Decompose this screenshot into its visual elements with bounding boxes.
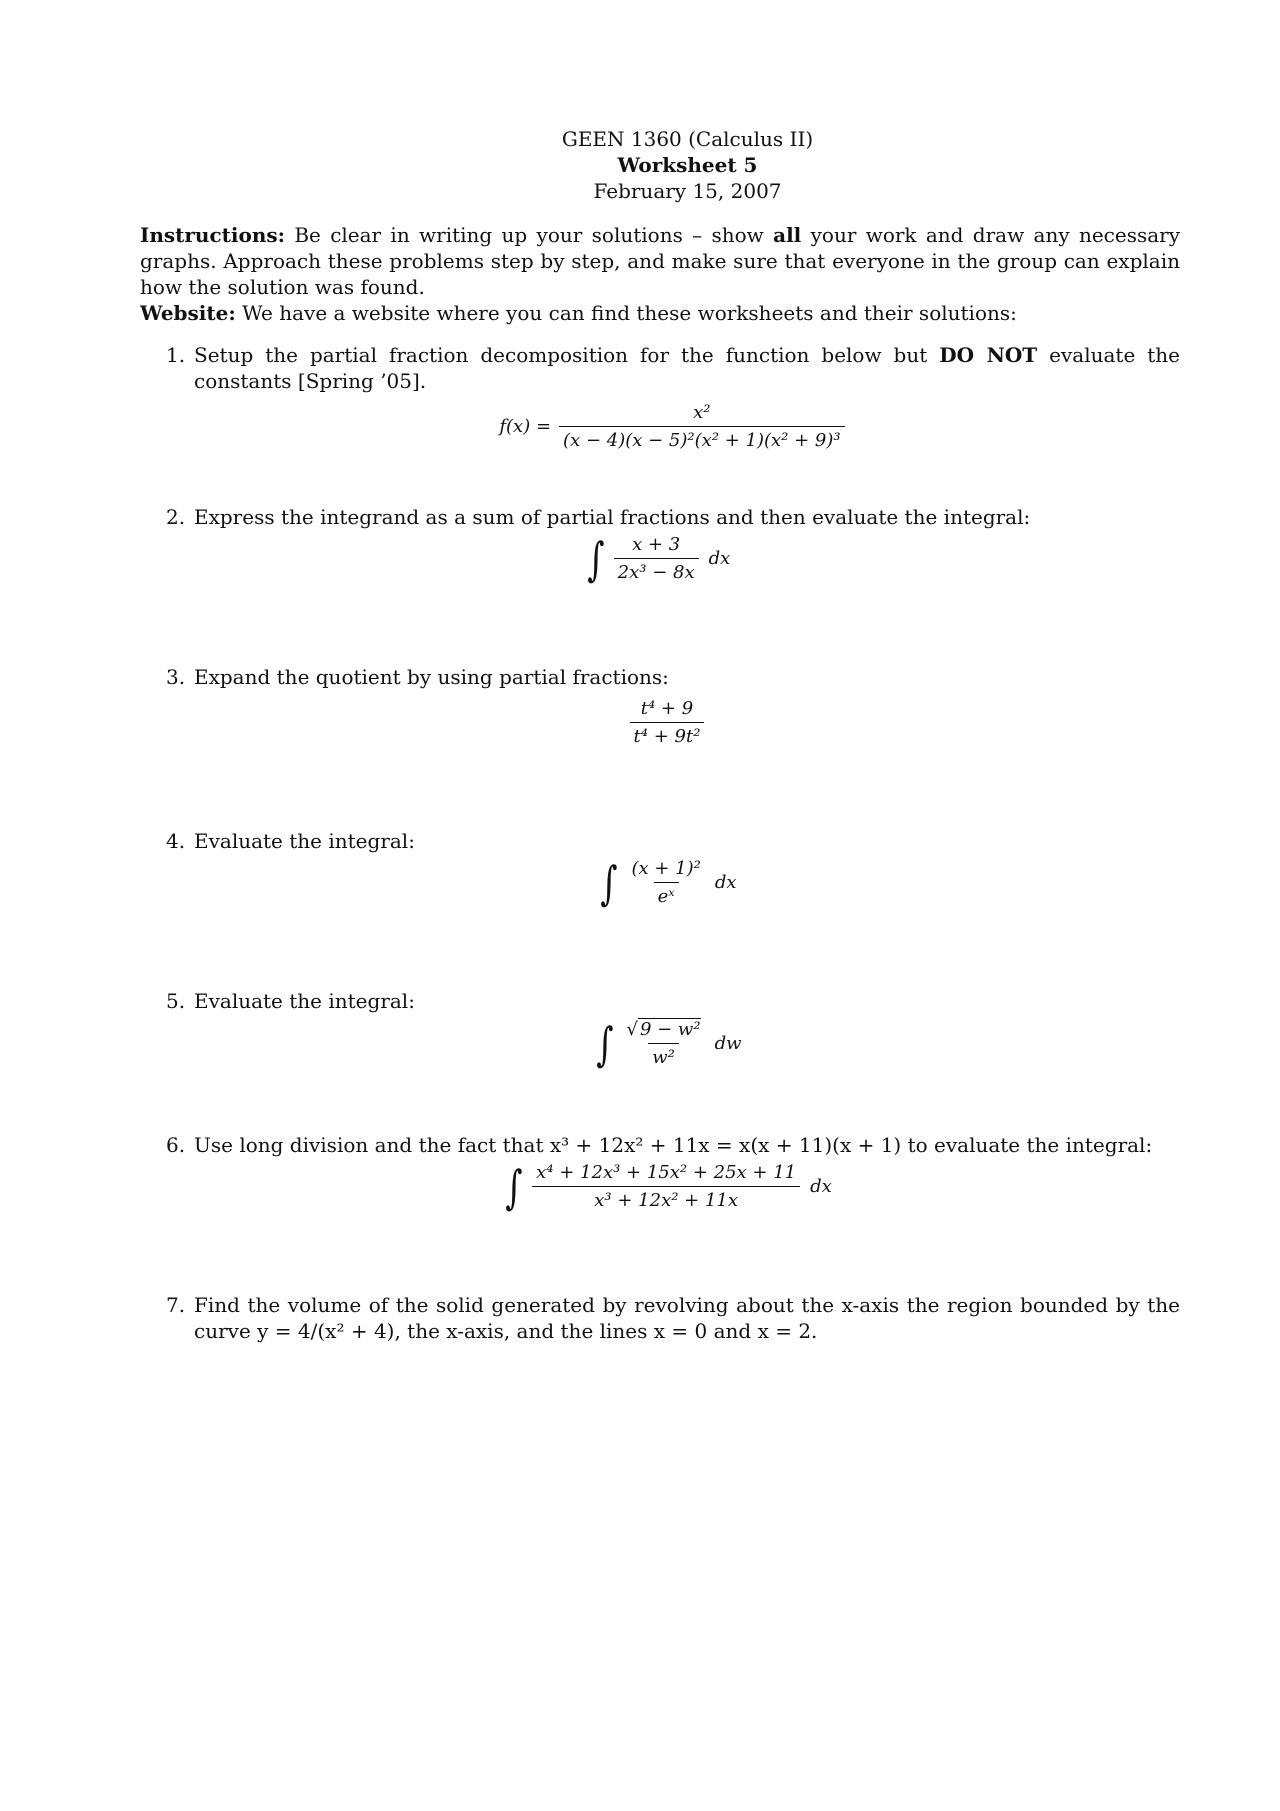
problem-formula xyxy=(154,698,1180,748)
fraction-denominator: w² xyxy=(648,1043,679,1069)
fraction-denominator: t⁴ + 9t² xyxy=(630,722,705,748)
course-title: GEEN 1360 (Calculus II) xyxy=(561,127,814,151)
sqrt-icon: √ xyxy=(626,1019,638,1040)
fraction-numerator-radical xyxy=(622,1018,704,1043)
problem-number: 5. xyxy=(166,989,186,1013)
fraction xyxy=(622,1018,704,1069)
fraction xyxy=(614,534,699,584)
problem-text xyxy=(194,342,1180,394)
differential: dx xyxy=(810,1176,832,1197)
problem-text: Evaluate the integral: xyxy=(194,829,415,853)
problem-text: Expand the quotient by using partial fractions: xyxy=(194,665,669,689)
worksheet-title: Worksheet 5 xyxy=(617,153,758,177)
integral-sign: ∫ xyxy=(587,532,605,586)
problem-5 xyxy=(140,988,1180,1132)
fraction-numerator: x⁴ + 12x³ + 15x² + 25x + 11 xyxy=(536,1162,797,1183)
problem-number: 2. xyxy=(166,505,186,529)
fraction-numerator: (x + 1)² xyxy=(631,858,701,879)
website-text: We have a website where you can find these worksheets and their solutions: xyxy=(242,301,1017,325)
problem-number: 4. xyxy=(166,829,186,853)
problem-formula xyxy=(164,402,1180,452)
problem-text: Find the volume of the solid generated by revolving about the x-axis the region bounded by the curve y = 4/(x² + 4), the x-axis, and the lines x = 0 and x = 2. xyxy=(194,1293,1180,1343)
fraction xyxy=(630,698,705,748)
fraction-numerator: t⁴ + 9 xyxy=(640,698,694,719)
function-lhs: f(x) = xyxy=(499,416,552,437)
problem-formula xyxy=(134,534,1180,584)
fraction xyxy=(532,1162,800,1212)
fraction-numerator: x + 3 xyxy=(632,534,681,555)
problem-3 xyxy=(140,664,1180,828)
fraction-denominator: (x − 4)(x − 5)²(x² + 1)(x² + 9)³ xyxy=(559,426,845,452)
differential: dw xyxy=(714,1032,742,1054)
problem-text: Evaluate the integral: xyxy=(194,989,415,1013)
problem-formula xyxy=(154,858,1180,908)
problem-formula xyxy=(154,1018,1180,1069)
problem-list xyxy=(140,342,1180,1344)
problem-2 xyxy=(140,504,1180,664)
problem-text-2: evaluate the constants [Spring ’05]. xyxy=(194,343,1180,393)
problem-number: 7. xyxy=(166,1293,186,1317)
problem-text-1: Setup the partial fraction decomposition for the function below but xyxy=(194,343,928,367)
fraction-denominator: 2x³ − 8x xyxy=(614,558,699,584)
instructions-text-2: your work and draw any necessary graphs. Approach these problems step by step, and make sure that everyone in the group can explain how the solution was found. xyxy=(140,223,1181,299)
instructions-paragraph xyxy=(140,222,1180,300)
website-label: Website: xyxy=(140,301,236,325)
problem-4 xyxy=(140,828,1180,966)
differential: dx xyxy=(714,872,737,893)
instructions-emphasis: all xyxy=(773,223,802,247)
fraction-numerator: x² xyxy=(693,402,711,423)
integral-sign: ∫ xyxy=(595,1016,614,1071)
radicand: 9 − w² xyxy=(639,1019,701,1040)
worksheet-page xyxy=(140,126,1180,1344)
problem-number: 3. xyxy=(166,665,186,689)
fraction-denominator: x³ + 12x² + 11x xyxy=(532,1186,800,1212)
fraction xyxy=(627,858,704,908)
fraction xyxy=(559,402,845,452)
problem-number: 1. xyxy=(166,343,186,367)
problem-1 xyxy=(140,342,1180,482)
differential: dx xyxy=(708,548,731,569)
problem-number: 6. xyxy=(166,1133,186,1157)
instructions-text-1: Be clear in writing up your solutions – show xyxy=(294,223,764,247)
integral-sign: ∫ xyxy=(600,856,619,910)
problem-text: Express the integrand as a sum of partial fractions and then evaluate the integral: xyxy=(194,505,1031,529)
worksheet-date: February 15, 2007 xyxy=(593,179,782,203)
integral-sign: ∫ xyxy=(505,1160,523,1214)
website-paragraph xyxy=(140,300,1180,326)
worksheet-header xyxy=(195,126,1180,204)
problem-7 xyxy=(140,1292,1180,1344)
problem-text: Use long division and the fact that x³ + 12x² + 11x = x(x + 11)(x + 1) to evaluate the integral: xyxy=(194,1133,1153,1157)
problem-emphasis: DO NOT xyxy=(939,343,1038,367)
instructions-label: Instructions: xyxy=(140,223,286,247)
problem-formula xyxy=(154,1162,1180,1212)
problem-6 xyxy=(140,1132,1180,1292)
fraction-denominator: eˣ xyxy=(654,882,679,908)
